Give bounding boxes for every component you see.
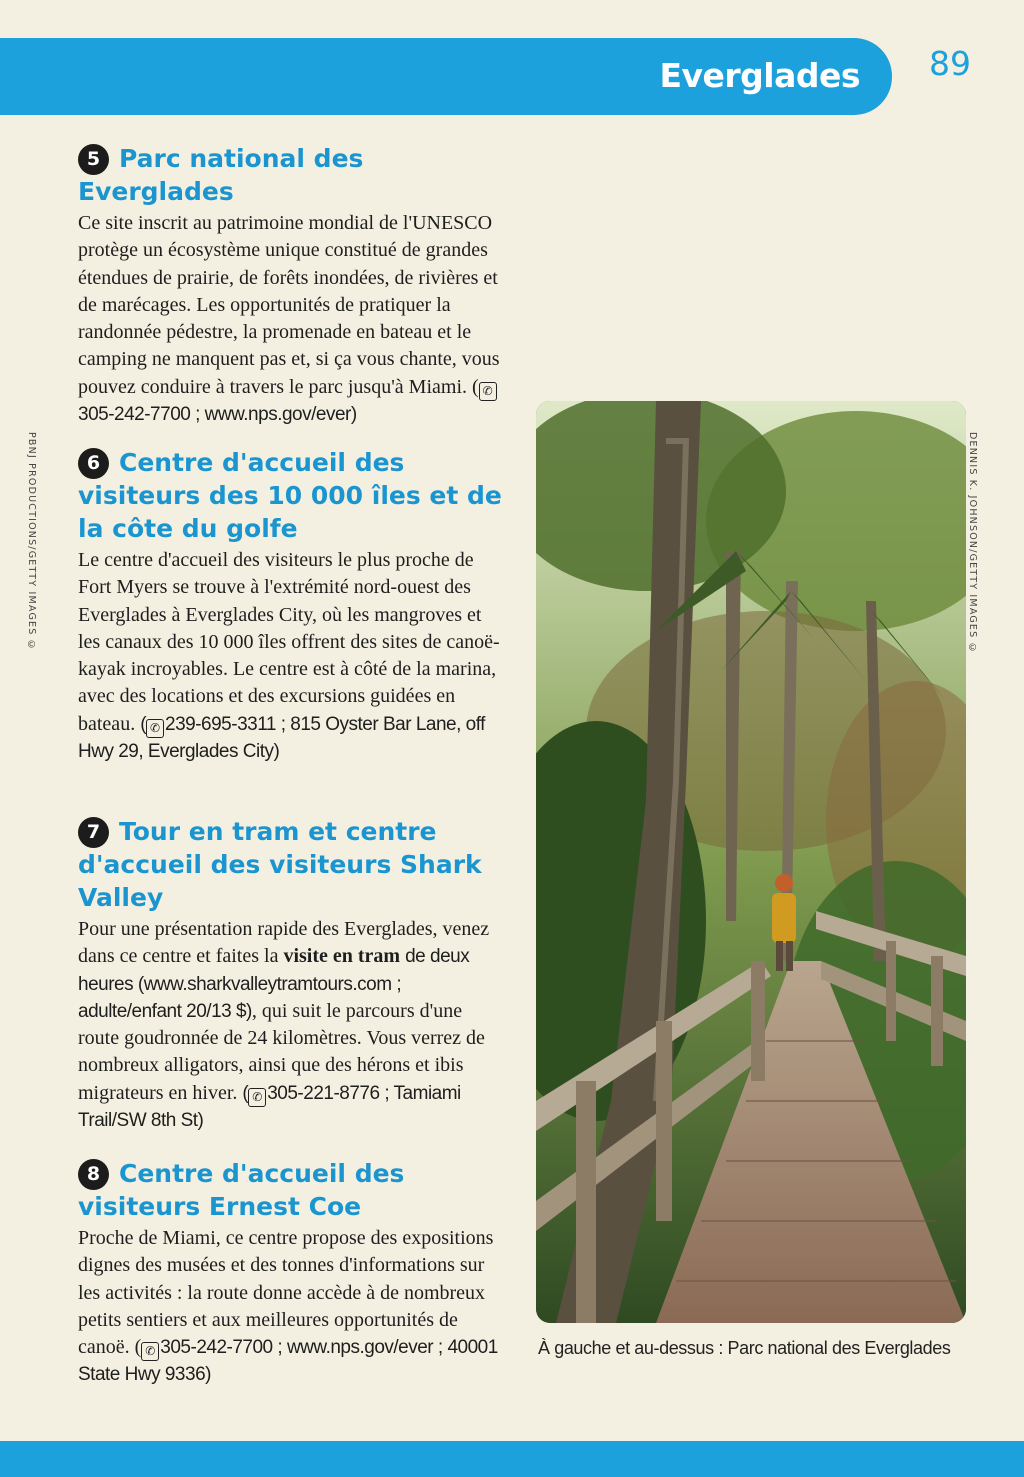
body-text: Le centre d'accueil des visiteurs le plus proche de Fort Myers se trouve à l'extrémité nord-ouest des Everglades à Everglades City, où les mangroves et les canaux des 10 000 îles offrent des sites de canoë-kayak incroyables. Le centre est à côté de la marina, avec des locations et des excursions guidées en bateau. bbox=[78, 549, 500, 735]
photo-credit-left: PBNJ PRODUCTIONS/GETTY IMAGES © bbox=[26, 432, 37, 652]
contact-info: 305-242-7700 ; www.nps.gov/ever ; 40001 State Hwy 9336) bbox=[78, 1337, 498, 1386]
photo-illustration bbox=[536, 401, 966, 1323]
section-body bbox=[78, 1225, 508, 1389]
footer-band bbox=[0, 1441, 1024, 1477]
chapter-title: Everglades bbox=[659, 56, 860, 95]
section-title-text: Centre d'accueil des visiteurs des 10 000 îles et de la côte du golfe bbox=[78, 448, 502, 543]
contact-info: 305-221-8776 ; Tamiami Trail/SW 8th St) bbox=[78, 1082, 461, 1132]
phone-icon: ✆ bbox=[146, 719, 164, 738]
section-title-text: Centre d'accueil des visiteurs Ernest Coe bbox=[78, 1159, 405, 1221]
page-number: 89 bbox=[929, 44, 971, 83]
number-badge: 8 bbox=[78, 1159, 109, 1190]
phone-icon: ✆ bbox=[479, 382, 497, 401]
phone-icon: ✆ bbox=[248, 1088, 266, 1107]
body-bold: visite en tram bbox=[283, 945, 401, 968]
body-text: Proche de Miami, ce centre propose des expositions dignes des musées et des tonnes d'informations sur les activités : la route donne accède à de nombreux petits sentiers et aux meilleures opportunités de canoë. ( bbox=[78, 1227, 494, 1359]
number-badge: 5 bbox=[78, 144, 109, 175]
section-title bbox=[78, 142, 508, 208]
section-title bbox=[78, 446, 508, 545]
contact-info: 239-695-3311 ; 815 Oyster Bar Lane, off Hwy 29, Everglades City) bbox=[78, 713, 485, 763]
photo-credit-right: DENNIS K. JOHNSON/GETTY IMAGES © bbox=[967, 432, 978, 655]
header-band bbox=[0, 38, 892, 115]
everglades-boardwalk-photo bbox=[536, 401, 966, 1323]
phone-icon: ✆ bbox=[141, 1342, 159, 1361]
section-body bbox=[78, 547, 508, 765]
photo-caption: À gauche et au-dessus : Parc national des Everglades bbox=[538, 1338, 951, 1358]
section-5 bbox=[78, 142, 508, 428]
paren: ( bbox=[242, 1082, 249, 1104]
contact-info: 305-242-7700 ; www.nps.gov/ever) bbox=[78, 404, 357, 426]
section-title bbox=[78, 815, 508, 914]
body-text: Pour une présentation rapide des Everglades, venez dans ce centre et faites la bbox=[78, 918, 490, 968]
number-badge: 7 bbox=[78, 817, 109, 848]
body-sans: de deux heures (www.sharkvalleytramtours.com ; adulte/enfant 20/13 $) bbox=[78, 946, 470, 1022]
section-7 bbox=[78, 815, 508, 1134]
paren: ( bbox=[140, 713, 147, 735]
body-text: , qui suit le parcours d'une route goudronnée de 24 kilomètres. Vous verrez de nombreux alligators, ainsi que des hérons et ibis migrateurs en hiver. bbox=[78, 999, 485, 1104]
section-8 bbox=[78, 1157, 508, 1389]
section-title-text: Tour en tram et centre d'accueil des visiteurs Shark Valley bbox=[78, 817, 482, 912]
section-6 bbox=[78, 446, 508, 765]
section-body bbox=[78, 210, 508, 428]
section-title-text: Parc national des Everglades bbox=[78, 144, 364, 206]
section-body bbox=[78, 916, 508, 1134]
body-text: Ce site inscrit au patrimoine mondial de l'UNESCO protège un écosystème unique constitué de grandes étendues de prairie, de forêts inondées, de rivières et de marécages. Les opportunités de pratiquer la randonnée pédestre, la promenade en bateau et le camping ne manquent pas et, si ça vous chante, vous pouvez conduire à travers le parc jusqu'à Miami. ( bbox=[78, 212, 500, 398]
section-title bbox=[78, 1157, 508, 1223]
number-badge: 6 bbox=[78, 448, 109, 479]
